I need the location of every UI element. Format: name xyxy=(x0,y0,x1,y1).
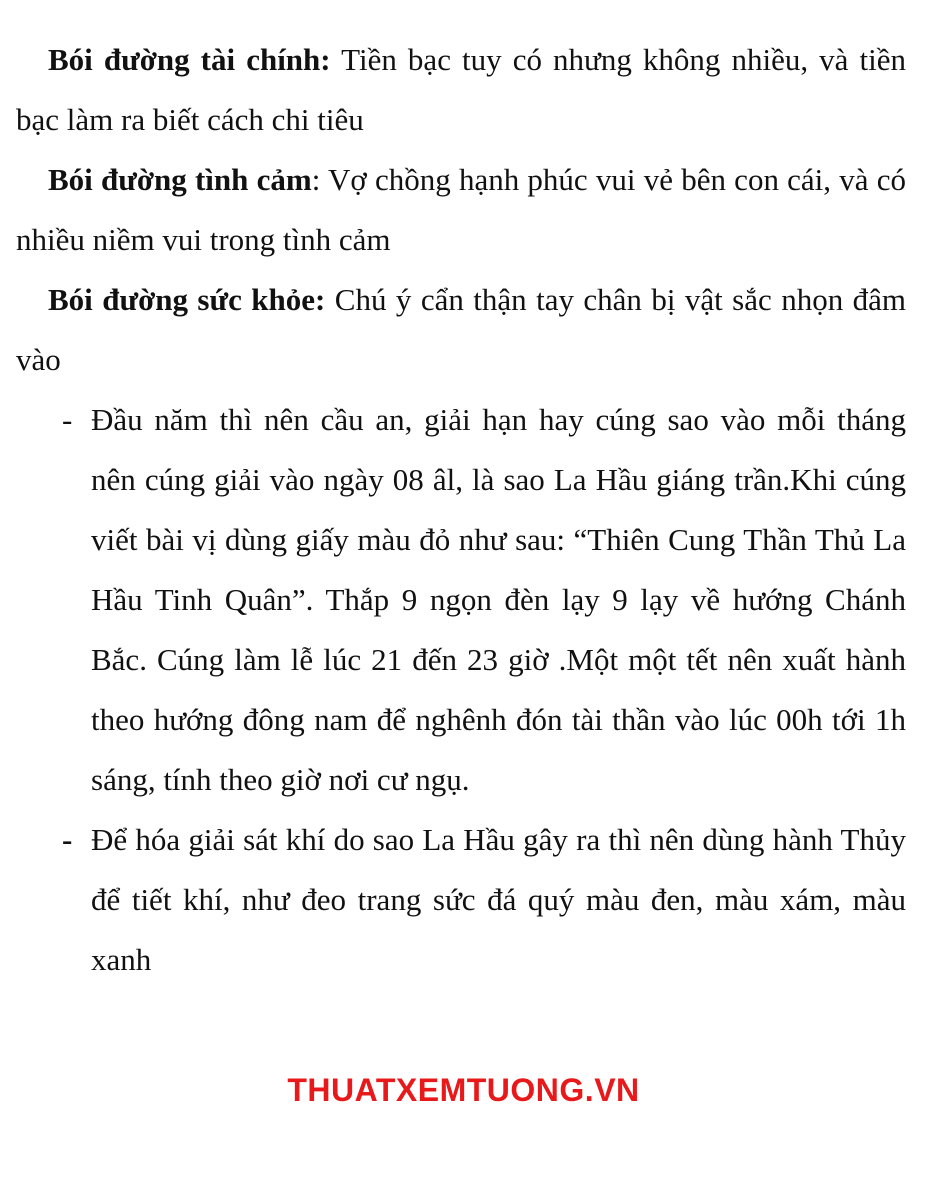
health-paragraph xyxy=(16,270,906,390)
health-text: Chú ý cẩn thận tay chân bị vật sắc nhọn đâm vào xyxy=(16,282,907,377)
health-heading: Bói đường sức khỏe: xyxy=(48,282,326,317)
love-paragraph xyxy=(16,150,906,270)
advice-list xyxy=(0,390,927,990)
finance-text: Tiền bạc tuy có nhưng không nhiều, và tiền bạc làm ra biết cách chi tiêu xyxy=(16,42,906,137)
list-item xyxy=(0,810,927,990)
list-item xyxy=(0,390,927,810)
bullet-text: Đầu năm thì nên cầu an, giải hạn hay cúng sao vào mỗi tháng nên cúng giải vào ngày 08 âl, là sao La Hầu giáng trần.Khi cúng viết bài vị dùng giấy màu đỏ như sau: “Thiên Cung Thần Thủ La Hầu Tinh Quân”. Thắp 9 ngọn đèn lạy 9 lạy về hướng Chánh Bắc. Cúng làm lễ lúc 21 đến 23 giờ .Một một tết nên xuất hành theo hướng đông nam để nghênh đón tài thần vào lúc 00h tới 1h sáng, tính theo giờ nơi cư ngụ. xyxy=(91,402,906,797)
finance-heading: Bói đường tài chính: xyxy=(48,42,331,77)
finance-paragraph xyxy=(16,30,906,150)
bullet-dash: - xyxy=(62,402,73,437)
love-heading: Bói đường tình cảm xyxy=(48,162,312,197)
love-text: : Vợ chồng hạnh phúc vui vẻ bên con cái, và có nhiều niềm vui trong tình cảm xyxy=(16,162,906,257)
bullet-dash: - xyxy=(62,822,73,857)
site-watermark: THUATXEMTUONG.VN xyxy=(287,1072,640,1108)
bullet-text: Để hóa giải sát khí do sao La Hầu gây ra thì nên dùng hành Thủy để tiết khí, như đeo trang sức đá quý màu đen, màu xám, màu xanh xyxy=(91,822,906,977)
